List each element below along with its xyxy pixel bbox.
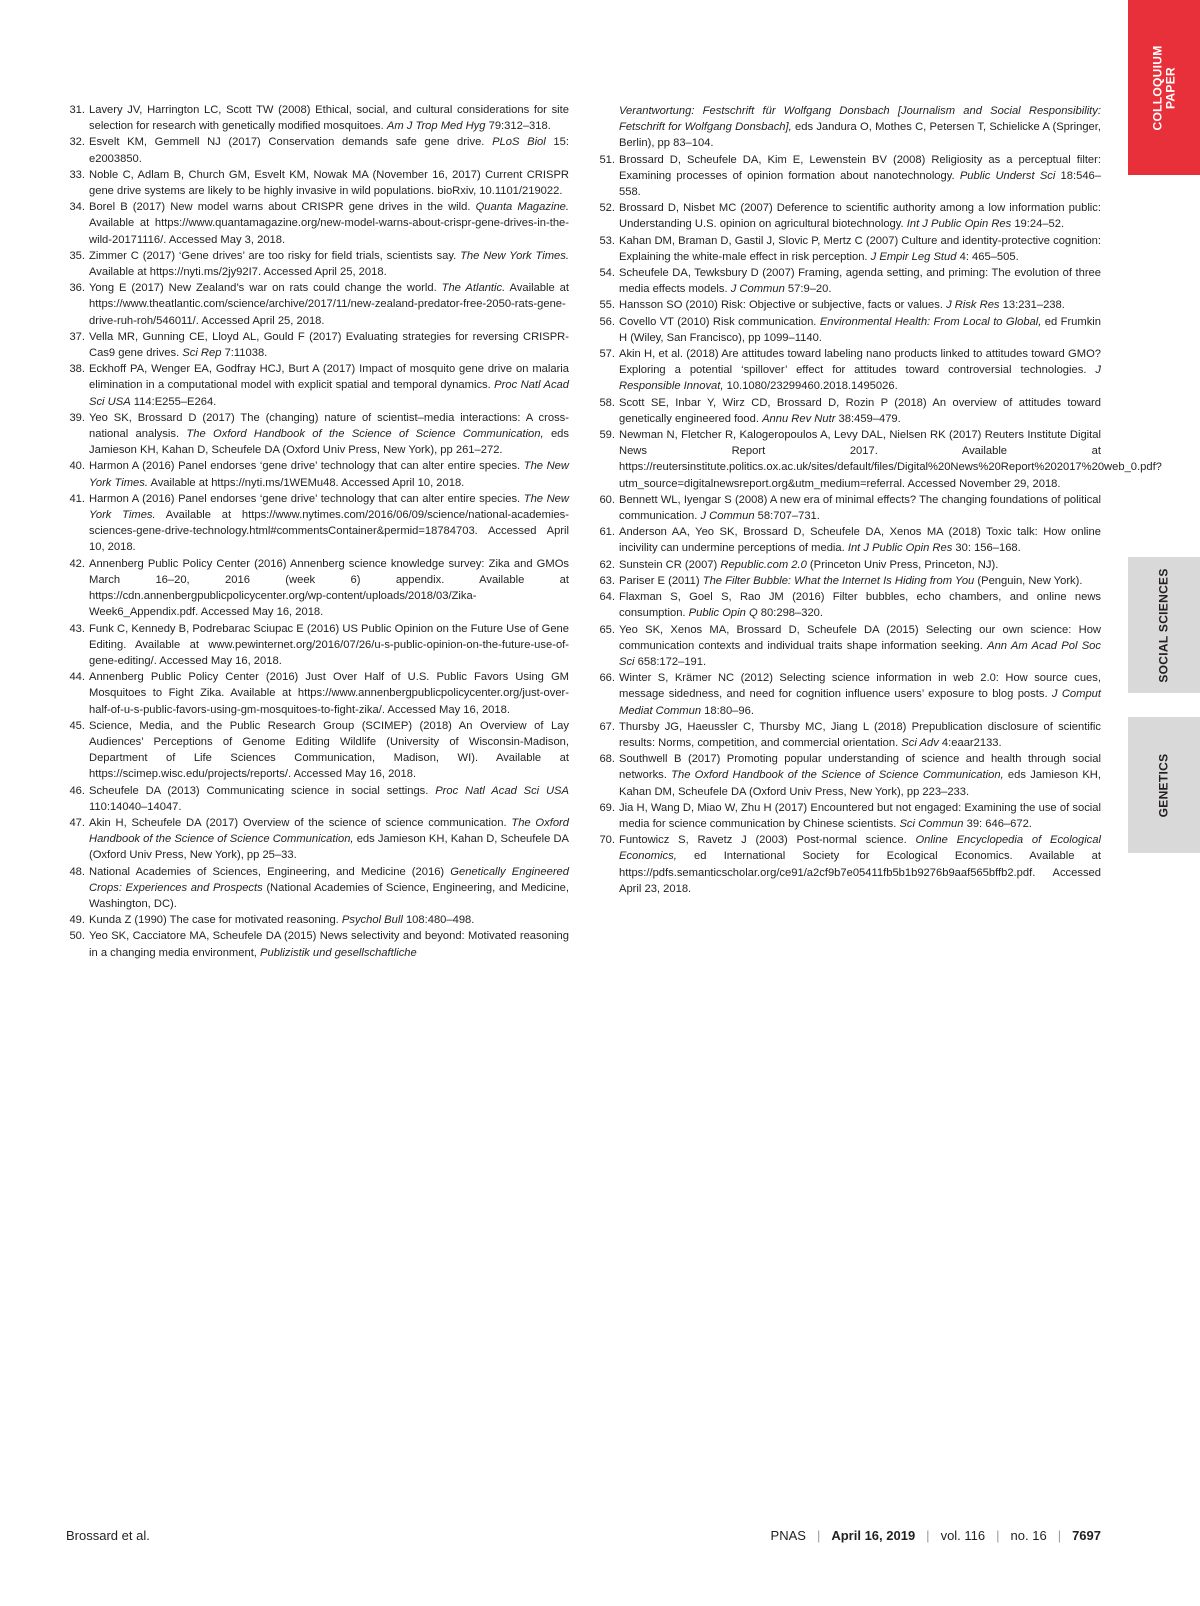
reference-item: [66, 556, 569, 621]
reference-number: 50.: [69, 930, 85, 943]
references-left-column: [66, 102, 569, 961]
reference-item: [596, 233, 1101, 265]
footer-separator: |: [1057, 1528, 1062, 1543]
colloquium-paper-label: [1151, 45, 1177, 130]
reference-text: Brossard D, Scheufele DA, Kim E, Lewenstein BV (2008) Religiosity as a perceptual filter: Examining processes of opinion formation about nanotechnology. Public Underst Sci 18:546–558.: [619, 153, 1101, 199]
reference-text: Yong E (2017) New Zealand’s war on rats could change the world. The Atlantic. Available at https://www.theatlantic.com/science/archive/2017/11/new-zealand-predator-free-2050-rats-gene-drive-ruh-roh/546011/. Accessed April 25, 2018.: [89, 282, 569, 327]
reference-text: Harmon A (2016) Panel endorses ‘gene drive’ technology that can alter entire species. The New York Times. Available at https://nyti.ms/1WEMu48. Accessed April 10, 2018.: [89, 460, 569, 489]
reference-number: 31.: [69, 104, 85, 116]
reference-item: [596, 492, 1101, 524]
reference-item: [66, 928, 569, 960]
reference-item: [66, 102, 569, 134]
reference-text: Covello VT (2010) Risk communication. Environmental Health: From Local to Global, ed Frumkin H (Wiley, San Francisco), pp 1099–1140.: [619, 315, 1102, 344]
reference-number: 55.: [599, 299, 615, 312]
reference-item: [596, 670, 1101, 719]
reference-text: Akin H, Scheufele DA (2017) Overview of the science of science communication. The Oxford Handbook of the Science of Science Communication, eds Jamieson KH, Kahan D, Scheufele DA (Oxford Univ Press, New York), pp 25–33.: [89, 816, 569, 862]
reference-number: 66.: [599, 672, 615, 685]
reference-text: National Academies of Sciences, Engineering, and Medicine (2016) Genetically Engineered Crops: Experiences and Prospects (National Academies of Science, Engineering, and Medicine, Washington, DC).: [89, 865, 570, 910]
reference-item: [596, 152, 1101, 201]
reference-number: 32.: [69, 136, 85, 149]
reference-text: Yeo SK, Cacciatore MA, Scheufele DA (2015) News selectivity and beyond: Motivated reasoning in a changing media environment, Publizistik und gesellschaftliche: [89, 930, 569, 959]
reference-item: [596, 524, 1101, 556]
reference-number: 61.: [599, 526, 615, 539]
reference-item: [66, 410, 569, 459]
reference-number: 34.: [69, 201, 85, 214]
reference-item: [66, 458, 569, 490]
reference-text: Funtowicz S, Ravetz J (2003) Post-normal science. Online Encyclopedia of Ecological Economics, ed International Society for Ecological Economics. Available at https://pdfs.semanticscholar.org/ce91/a2cf9b7e05411fb5b1b9276b9aaf565bffb2.pdf. Accessed April 23, 2018.: [619, 834, 1101, 895]
reference-number: 52.: [599, 202, 615, 215]
reference-text: Jia H, Wang D, Miao W, Zhu H (2017) Encountered but not engaged: Examining the use of social media for science communication by Chinese scientists. Sci Commun 39: 646–672.: [619, 801, 1101, 830]
reference-item: [596, 557, 1101, 573]
reference-number: 56.: [599, 315, 615, 328]
reference-number: 43.: [69, 622, 85, 635]
reference-number: 45.: [69, 719, 85, 732]
genetics-label: GENETICS: [1156, 753, 1171, 817]
reference-item: [596, 719, 1101, 751]
reference-number: 42.: [69, 557, 85, 570]
reference-number: 39.: [69, 411, 85, 424]
footer-issue: no. 16: [1010, 1528, 1047, 1543]
reference-item: [66, 864, 569, 913]
reference-number: 46.: [69, 784, 85, 797]
reference-number: 67.: [599, 720, 615, 733]
reference-item: [66, 718, 569, 783]
social-sciences-label: SOCIAL SCIENCES: [1156, 567, 1171, 683]
reference-number: 62.: [599, 558, 615, 571]
reference-item: [66, 621, 569, 670]
reference-text: Hansson SO (2010) Risk: Objective or subjective, facts or values. J Risk Res 13:231–238.: [619, 299, 1065, 312]
reference-text: Zimmer C (2017) ‘Gene drives’ are too risky for field trials, scientists say. The New York Times. Available at https://nyti.ms/2jy92I7. Accessed April 25, 2018.: [89, 249, 569, 279]
footer-separator: |: [816, 1528, 821, 1543]
reference-number: 35.: [69, 249, 85, 262]
reference-text: Eckhoff PA, Wenger EA, Godfray HCJ, Burt A (2017) Impact of mosquito gene drive on malaria elimination in a computational model with explicit spatial and temporal dynamics. Proc Natl Acad Sci USA 114:E255–E264.: [89, 363, 569, 408]
reference-number: 65.: [599, 623, 615, 636]
reference-item: [596, 200, 1101, 232]
reference-item: [596, 265, 1101, 297]
reference-item: [596, 346, 1101, 395]
reference-item: [596, 573, 1101, 589]
reference-number: 58.: [599, 396, 615, 409]
reference-item: [596, 395, 1101, 427]
reference-number: 38.: [69, 363, 85, 376]
reference-text: Southwell B (2017) Promoting popular understanding of science and health through social networks. The Oxford Handbook of the Science of Science Communication, eds Jamieson KH, Kahan DM, Scheufele DA (Oxford Univ Press, New York), pp 223–233.: [619, 753, 1101, 798]
reference-text: Annenberg Public Policy Center (2016) Annenberg science knowledge survey: Zika and GMOs March 16–20, 2016 (week 6) appendix. Available at https://cdn.annenbergpublicpolicycenter.org/wp-content/uploads/2018/03/Zika-Week6_Appendix.pdf. Accessed May 16, 2018.: [89, 557, 569, 619]
reference-text: Thursby JG, Haeussler C, Thursby MC, Jiang L (2018) Prepublication disclosure of scientific results: Norms, competition, and commercial orientation. Sci Adv 4:eaar2133.: [619, 720, 1101, 749]
reference-text: Borel B (2017) New model warns about CRISPR gene drives in the wild. Quanta Magazine. Available at https://www.quantamagazine.org/new-model-warns-about-crispr-gene-drives-in-the-wild-20171116/. Accessed May 3, 2018.: [89, 201, 569, 246]
reference-text: Noble C, Adlam B, Church GM, Esvelt KM, Nowak MA (November 16, 2017) Current CRISPR gene drive systems are likely to be highly invasive in wild populations. bioRxiv, 10.1101/219022.: [89, 168, 569, 198]
reference-item: [596, 427, 1162, 492]
reference-text: Vella MR, Gunning CE, Lloyd AL, Gould F (2017) Evaluating strategies for reversing CRISPR-Cas9 gene drives. Sci Rep 7:11038.: [89, 330, 569, 360]
reference-number: 33.: [69, 168, 85, 181]
reference-text: Newman N, Fletcher R, Kalogeropoulos A, Levy DAL, Nielsen RK (2017) Reuters Institute Digital News Report 2017. Available at https://reutersinstitute.politics.ox.ac.uk/sites/default/files/Digital%20News%20Report%202017%20web_0.pdf?utm_source=digitalnewsreport.org&utm_medium=referral. Accessed November 29, 2018.: [619, 429, 1162, 490]
reference-number: 54.: [599, 267, 615, 280]
footer-journal-info: [771, 1528, 1101, 1543]
reference-text: Yeo SK, Xenos MA, Brossard D, Scheufele DA (2015) Selecting our own science: How communication contexts and individual traits shape information seeking. Ann Am Acad Pol Soc Sci 658:172–191.: [619, 623, 1101, 668]
colloquium-paper-word: PAPER: [1163, 66, 1177, 109]
reference-item: [66, 199, 569, 248]
footer-date: April 16, 2019: [831, 1528, 916, 1543]
footer-page-number: 7697: [1072, 1528, 1101, 1543]
reference-text: Yeo SK, Brossard D (2017) The (changing) nature of scientist–media interactions: A cross-national analysis. The Oxford Handbook of the Science of Science Communication, eds Jamieson KH, Kahan D, Scheufele DA (Oxford Univ Press, New York), pp 261–272.: [89, 411, 570, 457]
reference-text: Science, Media, and the Public Research Group (SCIMEP) (2018) An Overview of Lay Audiences’ Perceptions of Genome Editing Wildlife (University of Wisconsin-Madison, Department of Life Sciences Communication, Madison, WI). Available at https://scimep.wisc.edu/projects/reports/. Accessed May 16, 2018.: [89, 719, 569, 781]
reference-number: 44.: [69, 671, 85, 684]
reference-item: [66, 329, 569, 361]
reference-number: 36.: [69, 282, 85, 295]
colloquium-paper-word: COLLOQUIUM: [1150, 45, 1164, 130]
reference-item: [66, 134, 569, 166]
reference-item: [596, 589, 1101, 621]
reference-item: [596, 800, 1101, 832]
reference-text: Annenberg Public Policy Center (2016) Just Over Half of U.S. Public Favors Using GM Mosquitoes to Fight Zika. Available at https://www.annenbergpublicpolicycenter.org/just-over-half-of-u-s-public-favors-using-gm-mosquitoes-to-fight-zika/. Accessed May 16, 2018.: [89, 671, 569, 716]
reference-text: Winter S, Krämer NC (2012) Selecting science information in web 2.0: How source cues, message sidedness, and need for cognition influence users’ exposure to blog posts. J Comput Mediat Commun 18:80–96.: [619, 672, 1101, 717]
reference-item: [596, 314, 1101, 346]
reference-50-continuation: Verantwortung: Festschrift für Wolfgang Donsbach [Journalism and Social Responsibility: Fetschrift for Wolfgang Donsbach], eds Jandura O, Mothes C, Petersen T, Schielicke A (Springer, Berlin), pp 83–104.: [619, 105, 1101, 150]
reference-text: Akin H, et al. (2018) Are attitudes toward labeling nano products linked to attitudes toward GMO? Exploring a potential ‘spillover’ effect for attitudes toward controversial technologies. J Responsible Innovat, 10.1080/23299460.2018.1495026.: [619, 348, 1101, 393]
reference-number: 40.: [69, 460, 85, 473]
reference-text: Scheufele DA (2013) Communicating science in social settings. Proc Natl Acad Sci USA 110:14040–14047.: [89, 784, 569, 813]
reference-text: Esvelt KM, Gemmell NJ (2017) Conservation demands safe gene drive. PLoS Biol 15: e2003850.: [89, 136, 569, 165]
reference-text: Sunstein CR (2007) Republic.com 2.0 (Princeton Univ Press, Princeton, NJ).: [619, 558, 999, 571]
footer-authors: Brossard et al.: [66, 1528, 150, 1543]
reference-item: [596, 832, 1101, 897]
reference-item: [596, 751, 1101, 800]
colloquium-paper-tab: [1128, 0, 1200, 175]
reference-number: 57.: [599, 348, 615, 361]
reference-text: Brossard D, Nisbet MC (2007) Deference to scientific authority among a low information public: Understanding U.S. opinion on agricultural biotechnology. Int J Public Opin Res 19:24–52.: [619, 202, 1101, 231]
reference-text: Lavery JV, Harrington LC, Scott TW (2008) Ethical, social, and cultural considerations for site selection for research with genetically modified mosquitoes. Am J Trop Med Hyg 79:312–318.: [89, 104, 569, 133]
reference-text: Flaxman S, Goel S, Rao JM (2016) Filter bubbles, echo chambers, and online news consumption. Public Opin Q 80:298–320.: [619, 591, 1101, 620]
genetics-tab: [1128, 717, 1200, 853]
reference-number: 37.: [69, 330, 85, 343]
reference-number: 64.: [599, 591, 615, 604]
reference-text: Harmon A (2016) Panel endorses ‘gene drive’ technology that can alter entire species. The New York Times. Available at https://www.nytimes.com/2016/06/09/science/national-academies-sciences-gene-drive-technology.html#commentsContainer&permid=18784703. Accessed April 10, 2018.: [89, 492, 569, 554]
reference-item: [66, 912, 569, 928]
reference-item: [66, 491, 569, 556]
reference-number: 59.: [599, 429, 615, 442]
footer-journal: PNAS: [770, 1528, 806, 1543]
reference-item: [66, 783, 569, 815]
reference-item: [66, 280, 569, 329]
footer-separator: |: [996, 1528, 1000, 1543]
footer-separator: |: [926, 1528, 930, 1543]
reference-text: Kunda Z (1990) The case for motivated reasoning. Psychol Bull 108:480–498.: [89, 914, 475, 927]
reference-text: Scott SE, Inbar Y, Wirz CD, Brossard D, Rozin P (2018) An overview of attitudes toward genetically engineered food. Annu Rev Nutr 38:459–479.: [619, 396, 1101, 425]
reference-text: Scheufele DA, Tewksbury D (2007) Framing, agenda setting, and priming: The evolution of three media effects models. J Commun 57:9–20.: [619, 267, 1101, 296]
reference-item: [596, 622, 1101, 671]
reference-number: 63.: [599, 574, 615, 587]
reference-item: [66, 167, 569, 199]
reference-number: 47.: [69, 816, 85, 829]
reference-number: 41.: [69, 492, 85, 505]
reference-item: [66, 248, 569, 280]
reference-number: 51.: [599, 153, 615, 166]
reference-number: 49.: [69, 914, 85, 927]
footer-volume: vol. 116: [940, 1528, 986, 1543]
social-sciences-tab: [1128, 557, 1200, 693]
reference-number: 48.: [69, 865, 85, 878]
reference-item: [66, 815, 569, 864]
reference-text: Funk C, Kennedy B, Podrebarac Sciupac E (2016) US Public Opinion on the Future Use of Gene Editing. Available at www.pewinternet.org/2016/07/26/u-s-public-opinion-on-the-future-use-of-gene-editing/. Accessed May 16, 2018.: [89, 622, 569, 667]
reference-item: [596, 297, 1101, 313]
reference-text: Kahan DM, Braman D, Gastil J, Slovic P, Mertz C (2007) Culture and identity-protective cognition: Explaining the white-male effect in risk perception. J Empir Leg Stud 4: 465–505.: [619, 234, 1101, 263]
reference-number: 70.: [599, 834, 615, 847]
reference-number: 69.: [599, 801, 615, 814]
reference-text: Bennett WL, Iyengar S (2008) A new era of minimal effects? The changing foundations of political communication. J Commun 58:707–731.: [619, 493, 1101, 523]
reference-item: [66, 361, 569, 410]
reference-number: 60.: [599, 493, 615, 506]
reference-text: Pariser E (2011) The Filter Bubble: What the Internet Is Hiding from You (Penguin, New York).: [619, 574, 1083, 587]
reference-text: Anderson AA, Yeo SK, Brossard D, Scheufele DA, Xenos MA (2018) Toxic talk: How online incivility can undermine perceptions of media. Int J Public Opin Res 30: 156–168.: [619, 526, 1101, 555]
reference-number: 68.: [599, 753, 615, 766]
reference-item: [66, 669, 569, 718]
references-right-column: [596, 103, 1162, 897]
reference-number: 53.: [599, 234, 615, 247]
